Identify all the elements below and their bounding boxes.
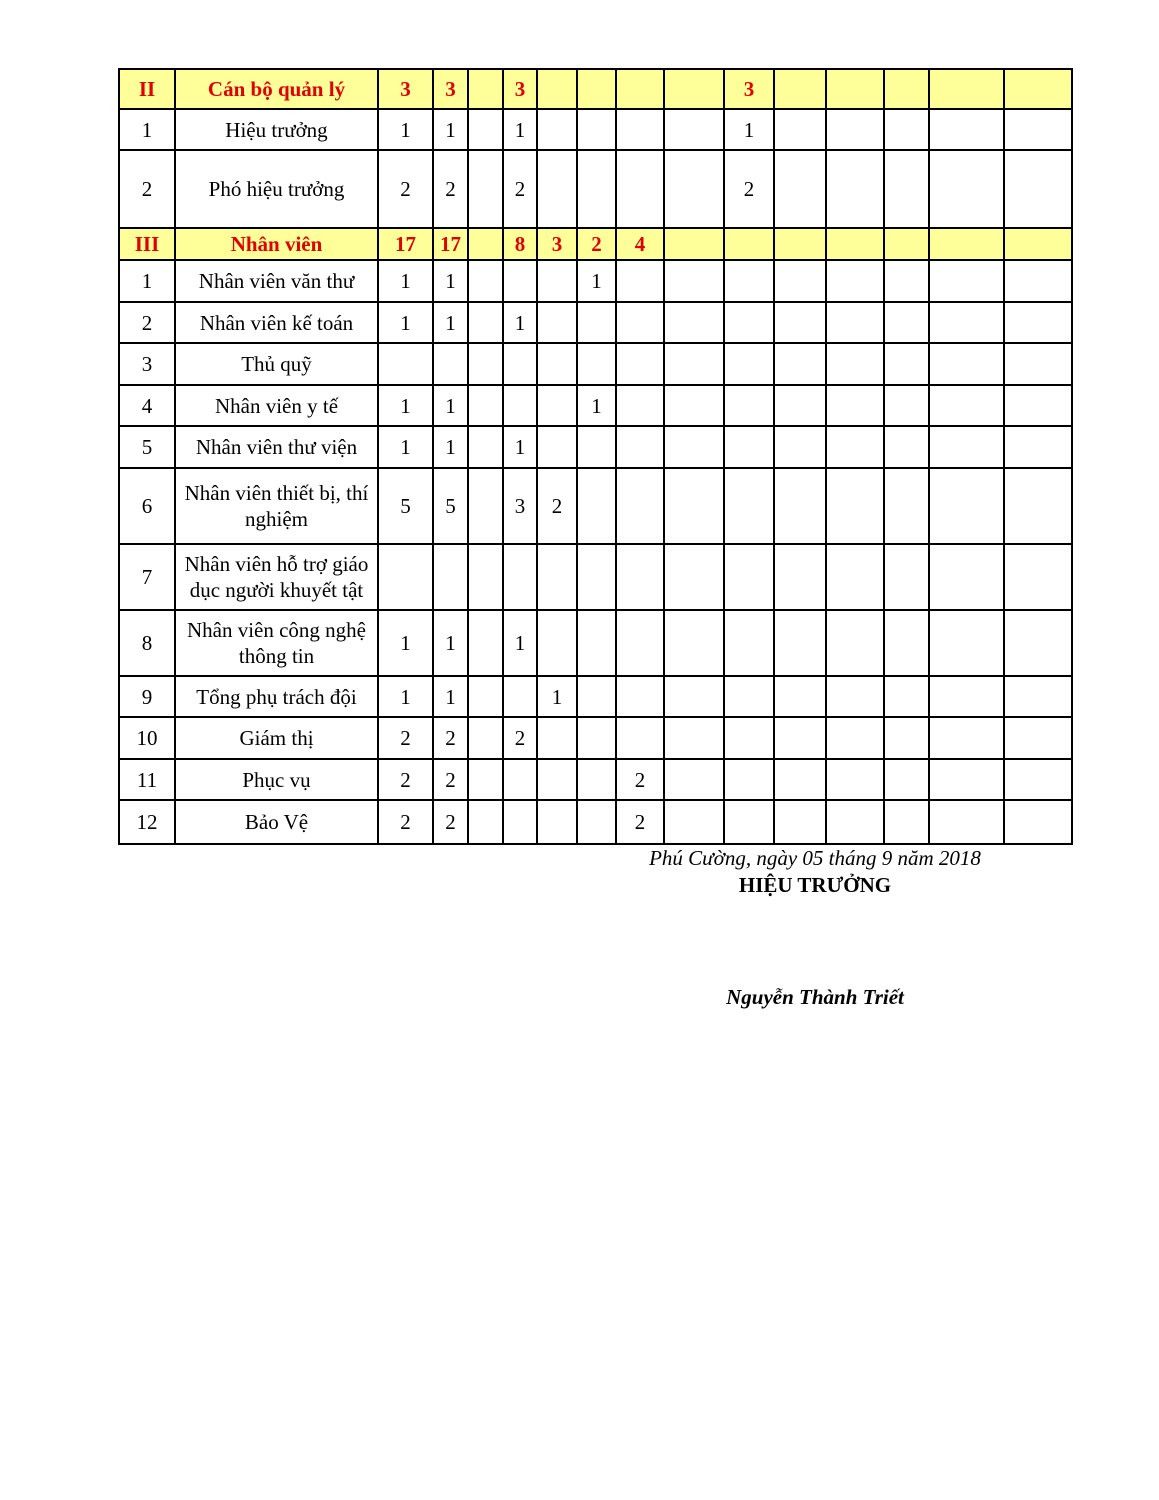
- count-cell: [1004, 426, 1072, 468]
- signature-date-line: Phú Cường, ngày 05 tháng 9 năm 2018: [649, 846, 981, 870]
- signature-name: Nguyễn Thành Triết: [726, 985, 904, 1009]
- section-row: [119, 69, 1072, 109]
- table-row: [119, 759, 1072, 800]
- count-cell: [929, 717, 1004, 759]
- count-cell: [537, 544, 577, 610]
- count-cell: [929, 610, 1004, 676]
- count-cell: [577, 150, 616, 228]
- count-cell: [826, 302, 884, 343]
- count-cell: [884, 759, 929, 800]
- count-cell: [826, 800, 884, 844]
- count-cell: [929, 69, 1004, 109]
- table-row: [119, 385, 1072, 426]
- count-cell: [774, 717, 826, 759]
- count-cell: [929, 302, 1004, 343]
- count-cell: [826, 109, 884, 150]
- count-cell: [929, 800, 1004, 844]
- count-cell: 2: [503, 717, 537, 759]
- count-cell: [1004, 800, 1072, 844]
- count-cell: [577, 676, 616, 717]
- position-name: Phó hiệu trưởng: [175, 150, 378, 228]
- count-cell: [468, 385, 503, 426]
- count-cell: [774, 69, 826, 109]
- count-cell: 2: [616, 759, 664, 800]
- count-cell: [1004, 228, 1072, 260]
- position-name: Nhân viên văn thư: [175, 260, 378, 302]
- count-cell: [884, 717, 929, 759]
- count-cell: [664, 759, 724, 800]
- count-cell: [503, 343, 537, 385]
- count-cell: [468, 800, 503, 844]
- signature-title: HIỆU TRƯỞNG: [738, 873, 892, 897]
- count-cell: [664, 343, 724, 385]
- count-cell: [664, 385, 724, 426]
- count-cell: [884, 343, 929, 385]
- count-cell: [826, 610, 884, 676]
- position-name: Thủ quỹ: [175, 343, 378, 385]
- count-cell: [537, 69, 577, 109]
- table-row: [119, 109, 1072, 150]
- count-cell: [1004, 109, 1072, 150]
- position-name: Giám thị: [175, 717, 378, 759]
- count-cell: 3: [724, 69, 774, 109]
- count-cell: [616, 717, 664, 759]
- row-number: II: [119, 69, 175, 109]
- count-cell: [664, 228, 724, 260]
- count-cell: [826, 385, 884, 426]
- count-cell: [724, 302, 774, 343]
- count-cell: [1004, 260, 1072, 302]
- count-cell: [577, 759, 616, 800]
- count-cell: [537, 759, 577, 800]
- position-name: Nhân viên thiết bị, thí nghiệm: [175, 468, 378, 544]
- count-cell: 1: [378, 610, 433, 676]
- position-name: Nhân viên thư viện: [175, 426, 378, 468]
- count-cell: 2: [378, 800, 433, 844]
- position-name: Cán bộ quản lý: [175, 69, 378, 109]
- position-name: Nhân viên: [175, 228, 378, 260]
- row-number: 4: [119, 385, 175, 426]
- row-number: III: [119, 228, 175, 260]
- count-cell: [537, 385, 577, 426]
- count-cell: [929, 150, 1004, 228]
- count-cell: [577, 343, 616, 385]
- count-cell: 3: [433, 69, 468, 109]
- count-cell: [774, 109, 826, 150]
- count-cell: [884, 260, 929, 302]
- count-cell: [724, 468, 774, 544]
- count-cell: [468, 302, 503, 343]
- count-cell: [929, 468, 1004, 544]
- count-cell: [929, 343, 1004, 385]
- count-cell: [468, 676, 503, 717]
- count-cell: [826, 717, 884, 759]
- count-cell: [468, 109, 503, 150]
- count-cell: [616, 109, 664, 150]
- count-cell: [1004, 676, 1072, 717]
- count-cell: [884, 302, 929, 343]
- count-cell: [884, 800, 929, 844]
- count-cell: [378, 343, 433, 385]
- count-cell: [616, 426, 664, 468]
- count-cell: 2: [537, 468, 577, 544]
- count-cell: 1: [503, 610, 537, 676]
- count-cell: 1: [577, 385, 616, 426]
- count-cell: [884, 468, 929, 544]
- count-cell: [724, 800, 774, 844]
- count-cell: [577, 717, 616, 759]
- count-cell: 1: [724, 109, 774, 150]
- row-number: 6: [119, 468, 175, 544]
- count-cell: [537, 260, 577, 302]
- count-cell: 3: [503, 69, 537, 109]
- count-cell: 1: [433, 260, 468, 302]
- count-cell: 17: [433, 228, 468, 260]
- count-cell: [503, 676, 537, 717]
- count-cell: [884, 544, 929, 610]
- row-number: 5: [119, 426, 175, 468]
- count-cell: [929, 544, 1004, 610]
- count-cell: [468, 759, 503, 800]
- count-cell: [577, 426, 616, 468]
- position-name: Nhân viên kế toán: [175, 302, 378, 343]
- table-row: [119, 717, 1072, 759]
- count-cell: [884, 69, 929, 109]
- count-cell: [826, 468, 884, 544]
- row-number: 8: [119, 610, 175, 676]
- count-cell: [724, 759, 774, 800]
- count-cell: [577, 302, 616, 343]
- count-cell: [1004, 717, 1072, 759]
- row-number: 7: [119, 544, 175, 610]
- count-cell: 2: [503, 150, 537, 228]
- count-cell: [468, 150, 503, 228]
- count-cell: [664, 717, 724, 759]
- count-cell: [1004, 343, 1072, 385]
- count-cell: [664, 150, 724, 228]
- count-cell: 5: [378, 468, 433, 544]
- count-cell: [884, 426, 929, 468]
- count-cell: [929, 385, 1004, 426]
- count-cell: 3: [378, 69, 433, 109]
- count-cell: 1: [378, 426, 433, 468]
- count-cell: [724, 426, 774, 468]
- count-cell: [826, 426, 884, 468]
- count-cell: 1: [433, 385, 468, 426]
- count-cell: [577, 69, 616, 109]
- row-number: 12: [119, 800, 175, 844]
- count-cell: [774, 800, 826, 844]
- table-row: [119, 426, 1072, 468]
- count-cell: [537, 610, 577, 676]
- position-name: Phục vụ: [175, 759, 378, 800]
- table-row: [119, 800, 1072, 844]
- count-cell: [884, 385, 929, 426]
- count-cell: 1: [433, 426, 468, 468]
- count-cell: [724, 343, 774, 385]
- count-cell: 1: [503, 302, 537, 343]
- count-cell: [616, 69, 664, 109]
- count-cell: 5: [433, 468, 468, 544]
- staff-table: [118, 68, 1073, 845]
- count-cell: [577, 610, 616, 676]
- count-cell: [826, 544, 884, 610]
- count-cell: [774, 759, 826, 800]
- row-number: 1: [119, 109, 175, 150]
- count-cell: [929, 109, 1004, 150]
- count-cell: [929, 228, 1004, 260]
- count-cell: [664, 426, 724, 468]
- count-cell: [1004, 302, 1072, 343]
- count-cell: 1: [378, 109, 433, 150]
- count-cell: 2: [378, 717, 433, 759]
- count-cell: [1004, 150, 1072, 228]
- count-cell: [1004, 759, 1072, 800]
- row-number: 2: [119, 150, 175, 228]
- count-cell: [826, 228, 884, 260]
- count-cell: 3: [537, 228, 577, 260]
- count-cell: [774, 610, 826, 676]
- count-cell: [433, 544, 468, 610]
- count-cell: 8: [503, 228, 537, 260]
- count-cell: [724, 717, 774, 759]
- count-cell: [774, 150, 826, 228]
- table-row: [119, 302, 1072, 343]
- count-cell: [468, 610, 503, 676]
- count-cell: [724, 676, 774, 717]
- count-cell: [537, 109, 577, 150]
- count-cell: [826, 759, 884, 800]
- count-cell: [616, 676, 664, 717]
- count-cell: [884, 676, 929, 717]
- count-cell: [503, 800, 537, 844]
- count-cell: [774, 426, 826, 468]
- count-cell: [774, 343, 826, 385]
- count-cell: [616, 610, 664, 676]
- count-cell: [884, 228, 929, 260]
- count-cell: 1: [537, 676, 577, 717]
- count-cell: [664, 610, 724, 676]
- position-name: Nhân viên hỗ trợ giáo dục người khuyết tật: [175, 544, 378, 610]
- count-cell: 4: [616, 228, 664, 260]
- count-cell: [884, 109, 929, 150]
- position-name: Bảo Vệ: [175, 800, 378, 844]
- count-cell: [503, 385, 537, 426]
- count-cell: [664, 302, 724, 343]
- count-cell: 3: [503, 468, 537, 544]
- count-cell: [468, 343, 503, 385]
- count-cell: [664, 544, 724, 610]
- count-cell: 1: [433, 610, 468, 676]
- count-cell: 1: [433, 676, 468, 717]
- count-cell: 1: [503, 109, 537, 150]
- count-cell: [724, 610, 774, 676]
- count-cell: [468, 260, 503, 302]
- count-cell: [929, 759, 1004, 800]
- count-cell: 2: [378, 150, 433, 228]
- position-name: Nhân viên công nghệ thông tin: [175, 610, 378, 676]
- count-cell: [616, 544, 664, 610]
- count-cell: [1004, 468, 1072, 544]
- row-number: 11: [119, 759, 175, 800]
- count-cell: [468, 228, 503, 260]
- count-cell: [826, 150, 884, 228]
- count-cell: [468, 426, 503, 468]
- count-cell: [664, 800, 724, 844]
- count-cell: [664, 109, 724, 150]
- count-cell: [929, 426, 1004, 468]
- count-cell: [616, 260, 664, 302]
- count-cell: 1: [378, 302, 433, 343]
- count-cell: [774, 302, 826, 343]
- row-number: 1: [119, 260, 175, 302]
- count-cell: [537, 150, 577, 228]
- count-cell: [774, 260, 826, 302]
- count-cell: 2: [724, 150, 774, 228]
- count-cell: [774, 544, 826, 610]
- count-cell: [774, 676, 826, 717]
- count-cell: [774, 385, 826, 426]
- count-cell: [616, 385, 664, 426]
- count-cell: [577, 544, 616, 610]
- table-row: [119, 468, 1072, 544]
- count-cell: [616, 343, 664, 385]
- count-cell: [503, 759, 537, 800]
- count-cell: [616, 468, 664, 544]
- table-row: [119, 544, 1072, 610]
- count-cell: [468, 69, 503, 109]
- count-cell: [884, 150, 929, 228]
- count-cell: 1: [378, 260, 433, 302]
- count-cell: [577, 109, 616, 150]
- count-cell: 2: [433, 800, 468, 844]
- count-cell: [1004, 610, 1072, 676]
- row-number: 3: [119, 343, 175, 385]
- count-cell: [468, 468, 503, 544]
- count-cell: 1: [378, 385, 433, 426]
- count-cell: [826, 343, 884, 385]
- count-cell: 2: [433, 759, 468, 800]
- table-row: [119, 676, 1072, 717]
- count-cell: [433, 343, 468, 385]
- count-cell: 2: [378, 759, 433, 800]
- count-cell: [664, 260, 724, 302]
- count-cell: [537, 343, 577, 385]
- count-cell: [468, 544, 503, 610]
- count-cell: [503, 260, 537, 302]
- count-cell: [774, 468, 826, 544]
- count-cell: [1004, 69, 1072, 109]
- count-cell: [468, 717, 503, 759]
- count-cell: [378, 544, 433, 610]
- position-name: Nhân viên y tế: [175, 385, 378, 426]
- count-cell: [537, 800, 577, 844]
- count-cell: 17: [378, 228, 433, 260]
- table-row: [119, 150, 1072, 228]
- count-cell: [929, 260, 1004, 302]
- count-cell: [664, 676, 724, 717]
- count-cell: [616, 150, 664, 228]
- count-cell: 1: [378, 676, 433, 717]
- section-row: [119, 228, 1072, 260]
- row-number: 2: [119, 302, 175, 343]
- count-cell: [826, 69, 884, 109]
- count-cell: [537, 302, 577, 343]
- count-cell: [1004, 544, 1072, 610]
- count-cell: [1004, 385, 1072, 426]
- count-cell: [537, 717, 577, 759]
- count-cell: 2: [433, 150, 468, 228]
- count-cell: [664, 69, 724, 109]
- count-cell: [826, 676, 884, 717]
- count-cell: 1: [433, 109, 468, 150]
- count-cell: 2: [616, 800, 664, 844]
- position-name: Hiệu trưởng: [175, 109, 378, 150]
- table-row: [119, 343, 1072, 385]
- row-number: 10: [119, 717, 175, 759]
- table-row: [119, 260, 1072, 302]
- row-number: 9: [119, 676, 175, 717]
- count-cell: 1: [433, 302, 468, 343]
- count-cell: [826, 260, 884, 302]
- count-cell: 2: [577, 228, 616, 260]
- count-cell: [724, 228, 774, 260]
- count-cell: [724, 260, 774, 302]
- count-cell: [577, 468, 616, 544]
- count-cell: [774, 228, 826, 260]
- position-name: Tổng phụ trách đội: [175, 676, 378, 717]
- count-cell: [724, 544, 774, 610]
- table-body: [119, 69, 1072, 844]
- count-cell: [724, 385, 774, 426]
- count-cell: 1: [577, 260, 616, 302]
- count-cell: 2: [433, 717, 468, 759]
- count-cell: [929, 676, 1004, 717]
- count-cell: [503, 544, 537, 610]
- count-cell: [537, 426, 577, 468]
- table-row: [119, 610, 1072, 676]
- count-cell: [577, 800, 616, 844]
- count-cell: [884, 610, 929, 676]
- count-cell: [664, 468, 724, 544]
- count-cell: 1: [503, 426, 537, 468]
- count-cell: [616, 302, 664, 343]
